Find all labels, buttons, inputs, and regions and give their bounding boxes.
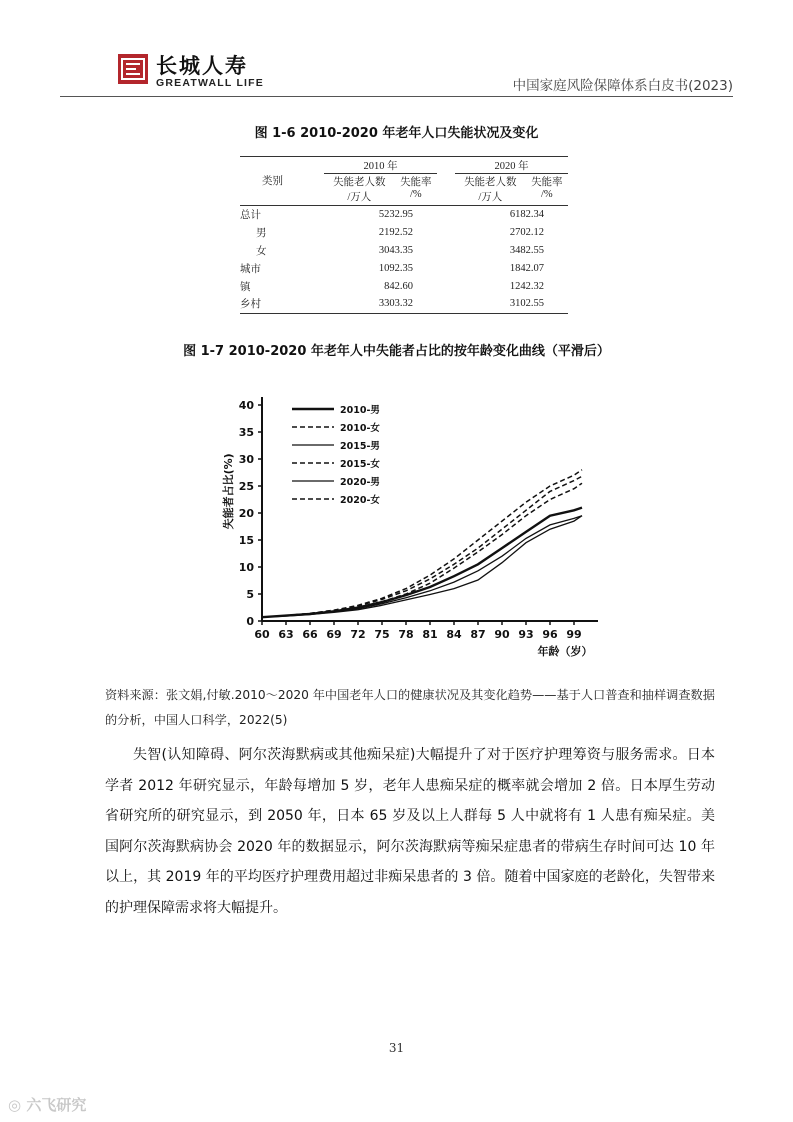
header-count-unit-2010: /万人 [347, 192, 372, 203]
logo-subtitle: GREATWALL LIFE [156, 77, 264, 89]
table-row [240, 259, 568, 277]
cell-count-2010: 109 [378, 262, 395, 274]
table-row [240, 223, 568, 241]
watermark [8, 1094, 86, 1115]
row-label: 城市 [240, 263, 261, 275]
cell-rate-2010: 2.60 [394, 280, 413, 292]
body-paragraph: 失智(认知障碍、阿尔茨海默病或其他痴呆症)大幅提升了对于医疗护理筹资与服务需求。日本学者 2012 年研究显示，年龄每增加 5 岁，老年人患痴呆症的概率就会增加 2 倍。日本厚生劳动省研究所的研究显示，到 2050 年，日本 65 岁及以上人群每 5 人中就将有 1 人患有痴呆症。美国阿尔茨海默病协会 2020 年的数据显示，阿尔茨海默病等痴呆症患者的带病生存时间可达 10 年以上，其 2019 年的平均医疗护理费用超过非痴呆患者的 3 倍。随着中国家庭的老龄化，失智带来的护理保障需求将大幅提升。 [105, 747, 715, 916]
table-row [240, 241, 568, 259]
x-tick-label: 99 [566, 628, 582, 641]
table-row [240, 277, 568, 295]
x-axis-title: 年龄（岁） [537, 645, 593, 658]
x-tick-label: 63 [278, 628, 294, 641]
row-label: 总计 [240, 209, 261, 221]
x-tick-label: 87 [470, 628, 486, 641]
header-count-unit-2020: /万人 [478, 192, 503, 203]
y-tick-label: 5 [246, 588, 254, 601]
header-rate-2010: 失能率 [400, 177, 432, 188]
x-tick-label: 78 [398, 628, 414, 641]
watermark-text: 六飞研究 [26, 1096, 87, 1114]
series-line-3 [262, 516, 582, 618]
y-tick-label: 30 [238, 453, 254, 466]
cell-rate-2020: 2.12 [525, 226, 544, 238]
row-label: 女 [256, 245, 267, 257]
document-title: 中国家庭风险保障体系白皮书(2023) [512, 78, 733, 94]
cell-rate-2020: 2.32 [525, 280, 544, 292]
x-tick-label: 81 [422, 628, 438, 641]
y-axis-title: 失能者占比(%) [222, 453, 235, 530]
y-tick-label: 35 [238, 426, 254, 439]
legend-label: 2010-男 [340, 405, 380, 416]
series-line-5 [262, 516, 582, 618]
cell-count-2010: 219 [378, 226, 395, 238]
cell-rate-2010: 2.35 [394, 262, 413, 274]
cell-rate-2020: 2.07 [525, 262, 544, 274]
watermark-icon: ◎ [8, 1096, 27, 1114]
series-line-4 [262, 470, 582, 617]
page-number: 31 [388, 1041, 405, 1055]
series-line-6 [262, 483, 582, 617]
x-tick-label: 90 [494, 628, 510, 641]
header-year-2020: 2020 年 [455, 157, 568, 174]
series-line-1 [262, 508, 582, 618]
header-rate-unit-2020: /% [540, 189, 553, 200]
table-row [240, 205, 568, 223]
x-tick-label: 93 [518, 628, 534, 641]
header-count-2020: 失能老人数 [464, 177, 517, 188]
legend-label: 2015-男 [340, 441, 380, 452]
legend-label: 2010-女 [340, 423, 380, 434]
cell-count-2020: 270 [509, 226, 526, 238]
table-caption: 图 1-6 2010-2020 年老年人口失能状况及变化 [254, 126, 539, 141]
x-tick-label: 72 [350, 628, 366, 641]
header-count-2010: 失能老人数 [333, 177, 386, 188]
x-tick-label: 66 [302, 628, 318, 641]
cell-count-2010: 330 [378, 298, 395, 310]
cell-rate-2020: 2.55 [525, 244, 544, 256]
cell-count-2020: 618 [509, 208, 526, 220]
y-tick-label: 25 [238, 480, 254, 493]
greatwall-logo-icon [118, 54, 148, 84]
header-rate-unit-2010: /% [409, 189, 422, 200]
y-tick-label: 20 [238, 507, 254, 520]
cell-rate-2020: 2.55 [525, 298, 544, 310]
cell-count-2010: 304 [378, 244, 395, 256]
y-tick-label: 0 [246, 615, 254, 628]
source-note: 资料来源：张文娟,付敏.2010～2020 年中国老年人口的健康状况及其变化趋势——基于人口普查和抽样调查数据的分析，中国人口科学，2022(5) [105, 688, 715, 727]
disability-table [240, 156, 568, 314]
cell-rate-2010: 2.95 [394, 208, 413, 220]
cell-count-2020: 310 [509, 298, 526, 310]
header-category: 类别 [262, 176, 283, 188]
table-row [240, 295, 568, 313]
y-tick-label: 40 [238, 399, 254, 412]
cell-rate-2010: 2.52 [394, 226, 413, 238]
cell-count-2020: 184 [509, 262, 526, 274]
legend-label: 2015-女 [340, 459, 380, 470]
row-label: 镇 [240, 281, 251, 293]
y-tick-label: 15 [238, 534, 254, 547]
x-tick-label: 84 [446, 628, 462, 641]
x-tick-label: 60 [254, 628, 270, 641]
y-tick-label: 10 [238, 561, 254, 574]
cell-count-2010: 523 [378, 208, 395, 220]
chart-caption: 图 1-7 2010-2020 年老年人中失能者占比的按年龄变化曲线（平滑后） [183, 344, 610, 359]
cell-count-2020: 348 [509, 244, 526, 256]
cell-count-2020: 124 [509, 280, 526, 292]
cell-rate-2010: 3.35 [394, 244, 413, 256]
cell-rate-2020: 2.34 [525, 208, 544, 220]
legend-label: 2020-男 [340, 477, 380, 488]
logo-text: 长城人寿 [156, 54, 248, 78]
cell-count-2010: 84 [384, 280, 395, 292]
row-label: 乡村 [240, 299, 261, 311]
header-rate-2020: 失能率 [531, 177, 563, 188]
x-tick-label: 75 [374, 628, 390, 641]
x-tick-label: 96 [542, 628, 558, 641]
legend-label: 2020-女 [340, 495, 380, 506]
x-tick-label: 69 [326, 628, 342, 641]
page-header [60, 40, 733, 97]
disability-line-chart [210, 385, 610, 665]
row-label: 男 [256, 227, 267, 239]
cell-rate-2010: 3.32 [394, 298, 413, 310]
header-year-2010: 2010 年 [324, 157, 437, 174]
